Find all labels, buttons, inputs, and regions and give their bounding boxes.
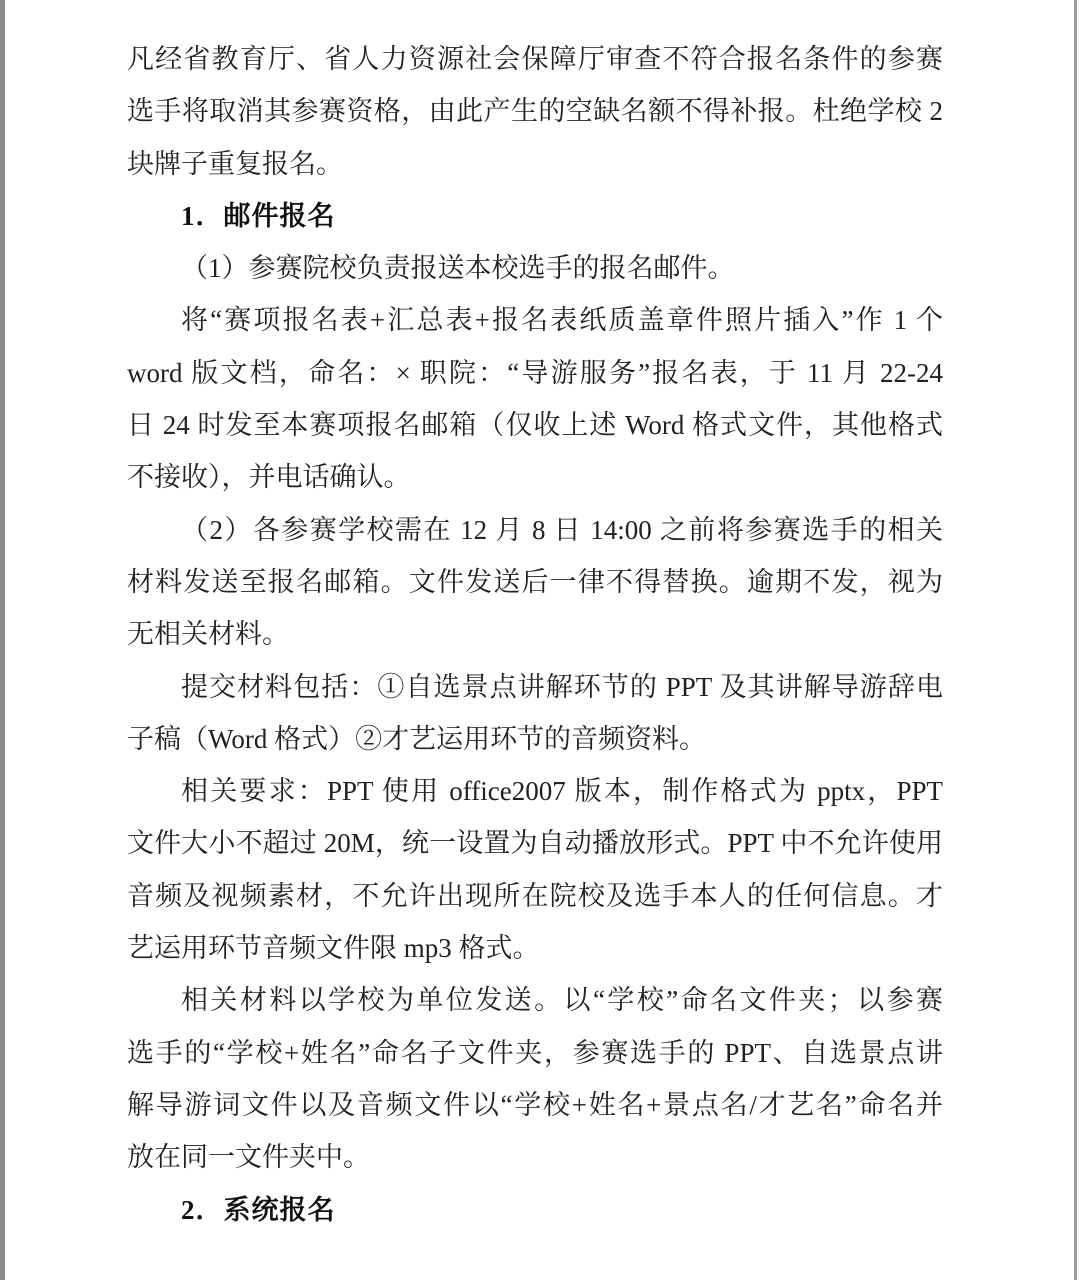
- text-line: 选手的“学校+姓名”命名子文件夹，参赛选手的 PPT、自选景点讲: [127, 1037, 943, 1068]
- text-line: 子稿（Word 格式）②才艺运用环节的音频资料。: [127, 723, 707, 754]
- text-line: 提交材料包括：①自选景点讲解环节的 PPT 及其讲解导游辞电: [181, 671, 943, 702]
- section-heading-mail-registration: 1．邮件报名: [181, 200, 336, 231]
- text-line: 音频及视频素材，不允许出现所在院校及选手本人的任何信息。才: [127, 880, 943, 911]
- text-line: 艺运用环节音频文件限 mp3 格式。: [127, 933, 540, 964]
- text-line: 凡经省教育厅、省人力资源社会保障厅审查不符合报名条件的参赛: [127, 44, 943, 74]
- text-line: 块牌子重复报名。: [127, 148, 343, 179]
- viewer-right-edge: [1074, 0, 1077, 1280]
- text-line: 无相关材料。: [127, 619, 289, 650]
- section-heading-system-registration: 2．系统报名: [181, 1194, 336, 1225]
- text-line: 相关材料以学校为单位发送。以“学校”命名文件夹；以参赛: [181, 985, 943, 1016]
- text-line: （1）参赛院校负责报送本校选手的报名邮件。: [181, 253, 735, 284]
- text-line: 日 24 时发至本赛项报名邮箱（仅收上述 Word 格式文件，其他格式: [127, 410, 943, 441]
- text-line: 文件大小不超过 20M，统一设置为自动播放形式。PPT 中不允许使用: [127, 828, 943, 859]
- text-line: 不接收），并电话确认。: [127, 462, 411, 493]
- text-line: 解导游词文件以及音频文件以“学校+姓名+景点名/才艺名”命名并: [127, 1089, 943, 1120]
- text-line: 将“赛项报名表+汇总表+报名表纸质盖章件照片插入”作 1 个: [181, 305, 943, 336]
- text-line: （2）各参赛学校需在 12 月 8 日 14:00 之前将参赛选手的相关: [181, 514, 943, 545]
- text-line: word 版文档，命名：× 职院：“导游服务”报名表，于 11 月 22-24: [127, 357, 943, 388]
- viewer-left-edge: [0, 0, 5, 1280]
- text-line: 相关要求：PPT 使用 office2007 版本，制作格式为 pptx，PPT: [181, 776, 943, 807]
- text-line: 选手将取消其参赛资格，由此产生的空缺名额不得补报。杜绝学校 2: [127, 96, 943, 127]
- document-page[interactable]: [127, 33, 943, 1236]
- text-line: 放在同一文件夹中。: [127, 1142, 370, 1173]
- text-line: 材料发送至报名邮箱。文件发送后一律不得替换。逾期不发，视为: [127, 566, 943, 597]
